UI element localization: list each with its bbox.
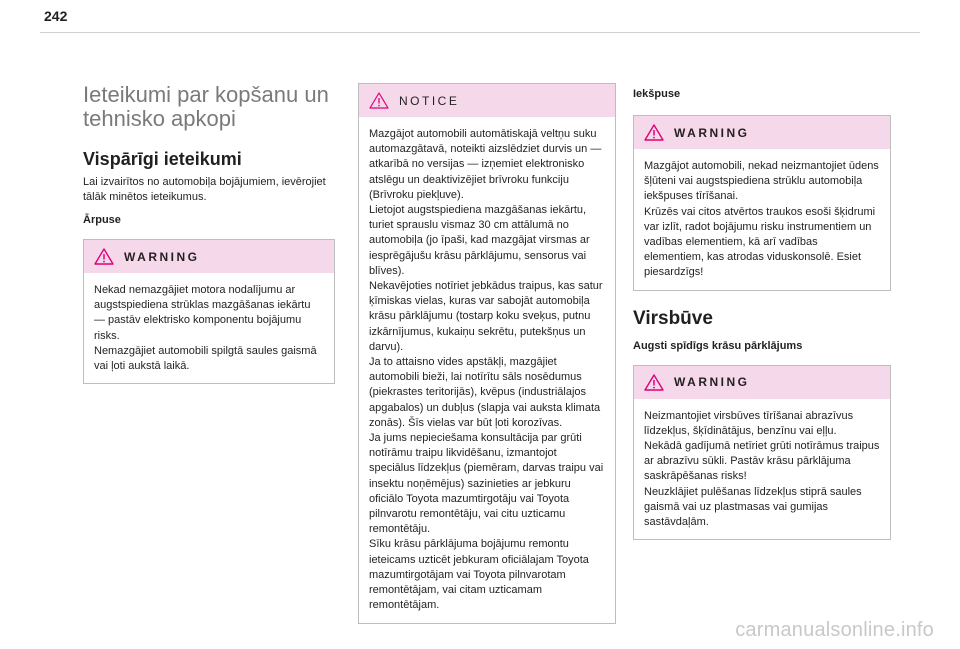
warning-line: Mazgājot automobili, nekad neizmantojiet ūdens šļūteni vai augstspiediena strūklu automobiļa iekšpuses tīrīšanai. [644, 160, 879, 203]
warning-line: Nemazgājiet automobili spilgtā saules gaismā vai ļoti aukstā laikā. [94, 344, 317, 373]
notice-line: Lietojot augstspiediena mazgāšanas iekārtu, turiet sprauslu vismaz 30 cm attālumā no automobiļa (jo īpaši, kad mazgājat virsmas ar iesprēgājušu krāsu pārklājumu, sensorus vai blīves). [369, 204, 590, 277]
notice-box [358, 83, 616, 624]
warning-line: Nekādā gadījumā netīriet grūti notīrāmus traipus ar abrazīvu sūkli. Pastāv krāsu pārklājuma saskrāpēšanas risks! [644, 440, 880, 483]
warning-body [634, 149, 890, 290]
warning-label: WARNING [674, 125, 750, 140]
notice-line: Ja to attaisno vides apstākļi, mazgājiet automobili bieži, lai notīrītu sāls nosēdumus (piekrastes teritorijās), kvēpus (industriālajos apgabalos) un dubļus (slapja vai auksta klimata zonās). Šīs vielas var būt ļoti korozīvas. [369, 356, 601, 429]
header-rule [40, 32, 920, 33]
warning-triangle-icon [644, 374, 664, 391]
warning-box-exterior [83, 239, 335, 384]
section-title-general: Vispārīgi ieteikumi [83, 149, 242, 169]
subheading-paint: Augsti spīdīgs krāsu pārklājums [633, 339, 803, 352]
watermark-text: carmanualsonline.info [735, 619, 934, 641]
notice-line: Nekavējoties notīriet jebkādus traipus, kas satur ķīmiskas vielas, kuras var sabojāt automobiļa krāsu pārklājumu (tostarp koku sveķus, putnu izkārnījumus, kukaiņu sekrētu, putekšņus un darvu). [369, 280, 603, 353]
warning-line: Krūzēs vai citos atvērtos traukos esoši šķidrumi var izlīt, radot bojājumu risku instrumentiem un vadības elementiem, kā arī vadības elementiem, kas atrodas viduskonsolē. Esiet piesardzīgs! [644, 205, 876, 279]
warning-header [634, 366, 890, 399]
chapter-title-line2: tehnisko apkopi [83, 106, 236, 131]
chapter-title [83, 83, 335, 131]
column-right [633, 83, 891, 540]
warning-box-paint [633, 365, 891, 541]
notice-line: Ja jums nepieciešama konsultācija par grūti notīrāmu traipu likvidēšanu, izmantojot speciālus līdzekļus (piemēram, darvas traipu vai insektu noņēmējus) sazinieties ar jebkuru oficiālo Toyota mazumtirgotāju vai Toyota pilnvarotu remontētāju, vai citu uzticamu remontētāju. [369, 432, 604, 536]
warning-body [634, 399, 890, 540]
warning-label: WARNING [674, 375, 750, 390]
warning-triangle-icon [94, 248, 114, 265]
warning-line: Neuzklājiet pulēšanas līdzekļus stiprā saules gaismā vai uz plastmasas vai gumijas sastāvdaļām. [644, 485, 862, 529]
subheading-exterior: Ārpuse [83, 214, 121, 226]
notice-line: Mazgājot automobili automātiskajā veltņu suku automazgātavā, noteikti aizslēdziet durvis un — atkarībā no versijas — izņemiet elektronisko atslēgu un deaktivizējiet brīvroku funkciju (Brīvroku piekļuve). [369, 128, 602, 201]
warning-body [84, 273, 334, 383]
notice-header [359, 84, 615, 117]
column-left [83, 83, 335, 384]
notice-line: Sīku krāsu pārklājuma bojājumu remontu ieteicams uzticēt jebkuram oficiālajam Toyota mazumtirgotājam vai Toyota pilnvarotam remontētājam, vai citam uzticamam remontētājam. [369, 538, 589, 612]
notice-body [359, 117, 615, 623]
chapter-title-line1: Ieteikumi par kopšanu un [83, 82, 329, 107]
subheading-interior: Iekšpuse [633, 88, 681, 100]
warning-header [84, 240, 334, 273]
section-title-body: Virsbūve [633, 307, 713, 329]
warning-line: Nekad nemazgājiet motora nodalījumu ar augstspiediena strūklas mazgāšanas iekārtu — pastāv elektrisko komponentu bojājumu risks. [94, 284, 311, 342]
page-number: 242 [44, 8, 68, 24]
warning-triangle-icon [644, 124, 664, 141]
warning-label: WARNING [124, 249, 200, 264]
notice-triangle-icon [369, 92, 389, 109]
warning-header [634, 116, 890, 149]
column-middle [358, 83, 616, 624]
notice-label: NOTICE [399, 93, 460, 108]
warning-line: Neizmantojiet virsbūves tīrīšanai abrazīvus līdzekļus, šķīdinātājus, benzīnu vai eļļu. [644, 409, 854, 437]
warning-box-interior [633, 115, 891, 291]
intro-paragraph: Lai izvairītos no automobiļa bojājumiem, ievērojiet tālāk minētos ieteikumus. [83, 176, 326, 203]
